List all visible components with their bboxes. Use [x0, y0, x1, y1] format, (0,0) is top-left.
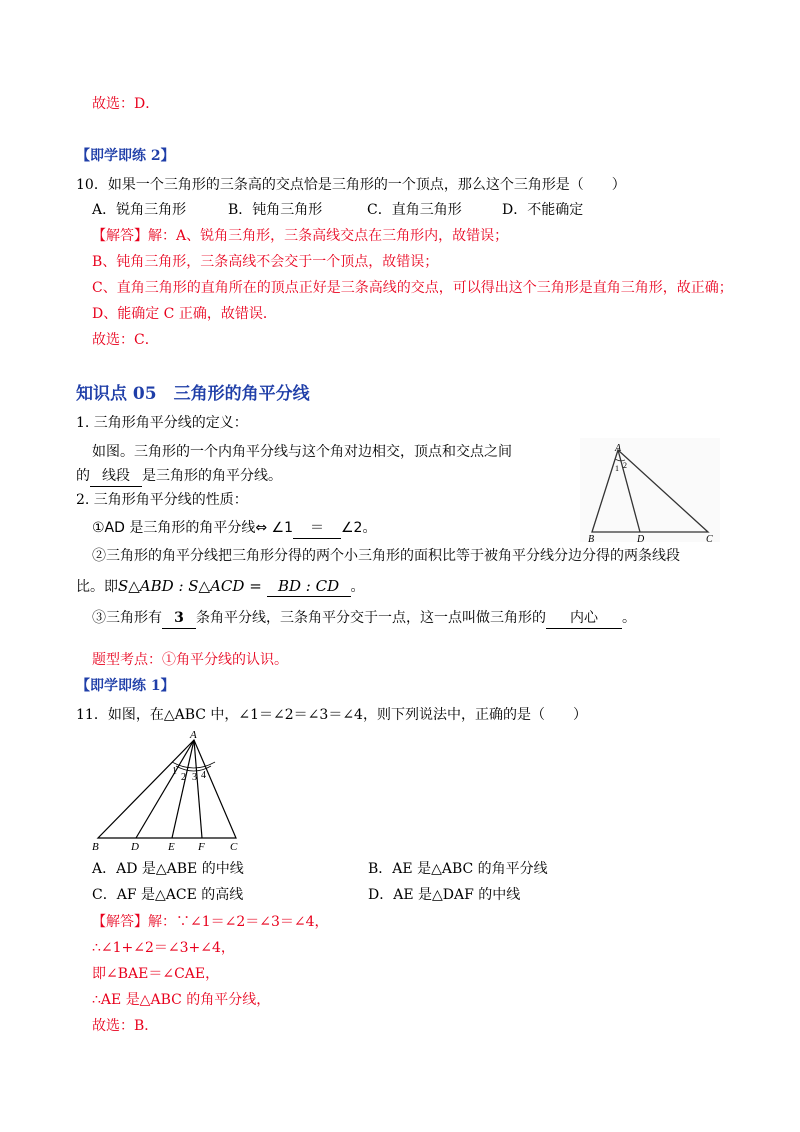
solution-line: C、直角三角形的直角所在的顶点正好是三条高线的交点，可以得出这个三角形是直角三角形，故正确；	[92, 280, 733, 296]
definition-text	[76, 466, 282, 487]
property-2-blank: BD : CD	[267, 576, 351, 597]
option-a: A．AD 是△ABE 的中线	[92, 861, 244, 877]
vertex-label-a: A	[615, 443, 622, 454]
practice-tag: 【即学即练 1】	[76, 678, 175, 694]
property-1-blank: ＝	[293, 518, 341, 539]
option-c: C．AF 是△ACE 的高线	[92, 887, 244, 903]
option-b: B．钝角三角形	[228, 202, 323, 218]
angle-label-3: 3	[192, 772, 197, 783]
property-2-prefix: 比。即	[76, 579, 118, 595]
solution-line: ∴AE 是△ABC 的角平分线，	[92, 992, 271, 1008]
property-1-suffix: ∠2。	[341, 520, 377, 536]
property-1	[92, 518, 376, 539]
property-2-line1: ②三角形的角平分线把三角形分得的两个小三角形的面积比等于被角平分线分边分得的两条线段	[92, 548, 680, 564]
vertex-label-b: B	[92, 841, 99, 853]
point-label-d: D	[131, 841, 139, 853]
property-3-middle: 条角平分线，三条角平分交于一点，这一点叫做三角形的	[196, 610, 546, 626]
option-a: A．锐角三角形	[92, 202, 187, 218]
option-d: D．AE 是△DAF 的中线	[368, 887, 521, 903]
property-3-suffix: 。	[622, 610, 636, 626]
point-label-f: F	[198, 841, 205, 853]
vertex-label-b: B	[588, 534, 595, 542]
section-heading: 知识点 05 三角形的角平分线	[76, 384, 310, 404]
solution-line: 即∠BAE＝∠CAE，	[92, 966, 220, 982]
question-11: 11．如图，在△ABC 中，∠1＝∠2＝∠3＝∠4，则下列说法中，正确的是（ ）	[76, 707, 587, 723]
point-label-e: E	[168, 841, 175, 853]
solution-line: 故选：C．	[92, 332, 159, 348]
option-c: C．直角三角形	[367, 202, 462, 218]
solution-line: D、能确定 C 正确，故错误．	[92, 306, 277, 322]
question-10: 10．如果一个三角形的三条高的交点恰是三角形的一个顶点，那么这个三角形是（ ）	[76, 177, 626, 193]
angles-figure	[86, 726, 246, 854]
solution-line: 【解答】解：A、锐角三角形，三条高线交点在三角形内，故错误；	[92, 228, 509, 244]
definition-blank: 线段	[90, 466, 142, 487]
definition-prefix: 的	[76, 468, 90, 484]
vertex-label-c: C	[230, 841, 238, 853]
definition-text: 如图。三角形的一个内角平分线与这个角对边相交，顶点和交点之间	[92, 444, 512, 460]
angle-label-1: 1	[615, 464, 619, 473]
bisector-figure	[580, 438, 720, 542]
point-label-d: D	[637, 534, 645, 542]
angle-label-4: 4	[201, 770, 206, 781]
property-3	[92, 608, 636, 629]
angle-label-2: 2	[181, 772, 186, 783]
property-3-blank-center: 内心	[546, 608, 622, 629]
angle-label-2: 2	[623, 461, 627, 470]
topic-note: 题型考点：①角平分线的认识。	[92, 652, 288, 668]
definition-title: 1. 三角形角平分线的定义：	[76, 415, 248, 431]
vertex-label-c: C	[706, 534, 713, 542]
property-1-prefix: ①AD 是三角形的角平分线⇔ ∠1	[92, 520, 293, 536]
definition-suffix: 是三角形的角平分线。	[142, 468, 282, 484]
angle-label-1: 1	[172, 766, 177, 777]
solution-line: 故选：B．	[92, 1018, 159, 1034]
answer-line: 故选：D．	[92, 96, 160, 112]
vertex-label-a: A	[190, 729, 197, 741]
option-d: D．不能确定	[502, 202, 584, 218]
option-b: B．AE 是△ABC 的角平分线	[368, 861, 548, 877]
property-title: 2. 三角形角平分线的性质：	[76, 492, 248, 508]
property-2-line2	[76, 576, 365, 597]
solution-line: ∴∠1+∠2＝∠3+∠4，	[92, 940, 235, 956]
practice-tag: 【即学即练 2】	[76, 148, 175, 164]
property-3-prefix: ③三角形有	[92, 610, 162, 626]
solution-line: 【解答】解：∵∠1＝∠2＝∠3＝∠4，	[92, 914, 329, 930]
solution-line: B、钝角三角形，三条高线不会交于一个顶点，故错误；	[92, 254, 439, 270]
property-2-suffix: 。	[350, 579, 365, 595]
area-ratio-formula: S△ABD : S△ACD =	[118, 577, 267, 595]
property-3-blank-count: 3	[162, 608, 196, 629]
